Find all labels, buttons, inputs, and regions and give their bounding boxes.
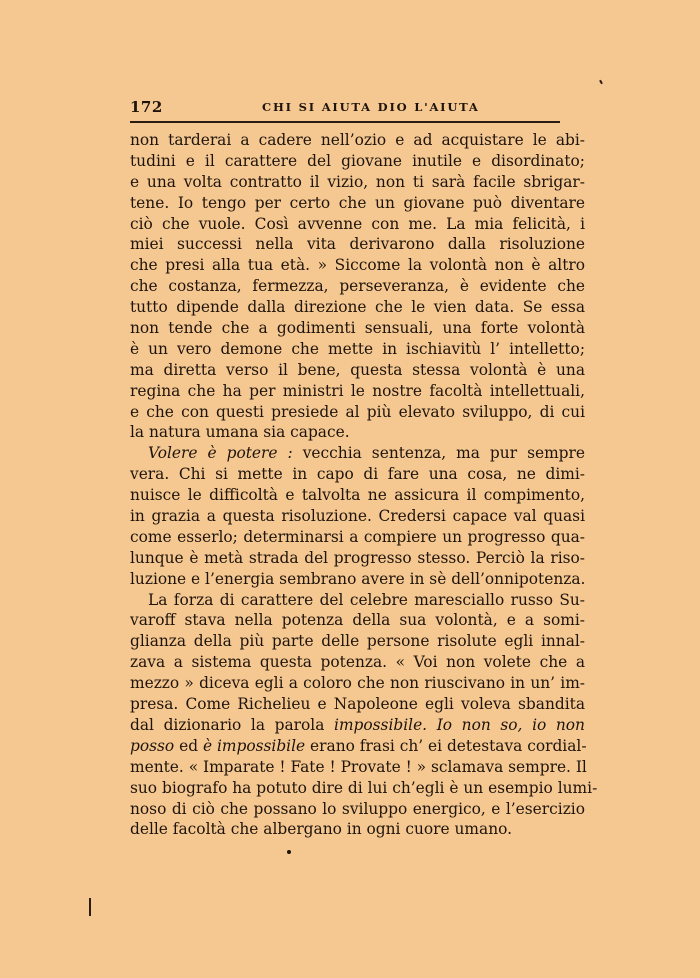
- corner-mark: [599, 80, 603, 84]
- text-line: [130, 736, 585, 757]
- print-dot: [287, 850, 291, 854]
- text-line: che costanza, fermezza, perseveranza, è evidente che: [130, 277, 585, 296]
- text-line: varoff stava nella potenza della sua volontà, e a somi-: [130, 611, 585, 630]
- text-line: suo biografo ha potuto dire di lui ch’egli è un esempio lumi-: [130, 778, 598, 797]
- text-line: e che con questi presiede al più elevato sviluppo, di cui: [130, 402, 585, 421]
- text-line: delle facoltà che albergano in ogni cuore umano.: [130, 820, 512, 839]
- text-line: noso di ciò che possano lo sviluppo energico, e l’esercizio: [130, 799, 585, 818]
- italic-phrase: Io non so, io non: [436, 715, 585, 734]
- margin-mark: [89, 898, 91, 916]
- running-header: [130, 98, 560, 120]
- text-line: vera. Chi si mette in capo di fare una cosa, ne dimi-: [130, 465, 585, 484]
- text-line: tutto dipende dalla direzione che le vien data. Se essa: [130, 298, 585, 317]
- text-line-paragraph-start: [130, 443, 585, 464]
- text-line: ciò che vuole. Così avvenne con me. La mia felicità, i: [130, 214, 585, 233]
- text-line: mezzo » diceva egli a coloro che non riuscivano in un’ im-: [130, 674, 585, 693]
- text-line: tudini e il carattere del giovane inutile e disordinato;: [130, 151, 585, 170]
- text-line: mente. « Imparate ! Fate ! Provate ! » sclamava sempre. Il: [130, 757, 587, 776]
- italic-phrase: Volere è potere :: [148, 444, 293, 463]
- page-number: 172: [130, 98, 163, 116]
- text-line-paragraph-start: La forza di carattere del celebre maresciallo russo Su-: [148, 590, 585, 609]
- text-line: luzione e l’energia sembrano avere in sè dell’onnipotenza.: [130, 569, 586, 588]
- text-line: regina che ha per ministri le nostre facoltà intellettuali,: [130, 381, 585, 400]
- text-line: presa. Come Richelieu e Napoleone egli voleva sbandita: [130, 695, 585, 714]
- running-title: CHI SI AIUTA DIO L'AIUTA: [262, 100, 480, 114]
- text-line: tene. Io tengo per certo che un giovane può diventare: [130, 193, 585, 212]
- italic-phrase: è impossibile: [202, 736, 306, 755]
- text-line: [130, 715, 585, 736]
- text-line: glianza della più parte delle persone risolute egli innal-: [130, 632, 585, 651]
- text-line: come esserlo; determinarsi a compiere un progresso qua-: [130, 527, 585, 546]
- header-rule: [130, 121, 560, 123]
- text-line: la natura umana sia capace.: [130, 423, 350, 442]
- text-fragment: ed: [179, 736, 199, 755]
- text-line: non tende che a godimenti sensuali, una forte volontà: [130, 319, 585, 338]
- text-line: miei successi nella vita derivarono dalla risoluzione: [130, 235, 585, 254]
- text-fragment: vecchia sentenza, ma pur sempre: [302, 444, 585, 463]
- text-fragment: dal dizionario la parola: [130, 715, 325, 734]
- text-line: e una volta contratto il vizio, non ti sarà facile sbrigar-: [130, 172, 585, 191]
- text-line: non tarderai a cadere nell’ozio e ad acquistare le abi-: [130, 131, 585, 149]
- text-line: ma diretta verso il bene, questa stessa volontà è una: [130, 360, 585, 379]
- body-text: [130, 130, 598, 840]
- italic-phrase: posso: [130, 736, 175, 755]
- text-line: nuisce le difficoltà e talvolta ne assicura il compimento,: [130, 486, 585, 505]
- text-line: in grazia a questa risoluzione. Credersi capace val quasi: [130, 507, 585, 526]
- text-fragment: erano frasi ch’ ei detestava cordial-: [310, 736, 587, 755]
- text-line: lunque è metà strada del progresso stesso. Perciò la riso-: [130, 548, 585, 567]
- text-line: che presi alla tua età. » Siccome la volontà non è altro: [130, 256, 585, 275]
- text-line: è un vero demone che mette in ischiavitù l’ intelletto;: [130, 339, 585, 358]
- italic-phrase: impossibile.: [334, 715, 428, 734]
- text-line: zava a sistema questa potenza. « Voi non volete che a: [130, 653, 585, 672]
